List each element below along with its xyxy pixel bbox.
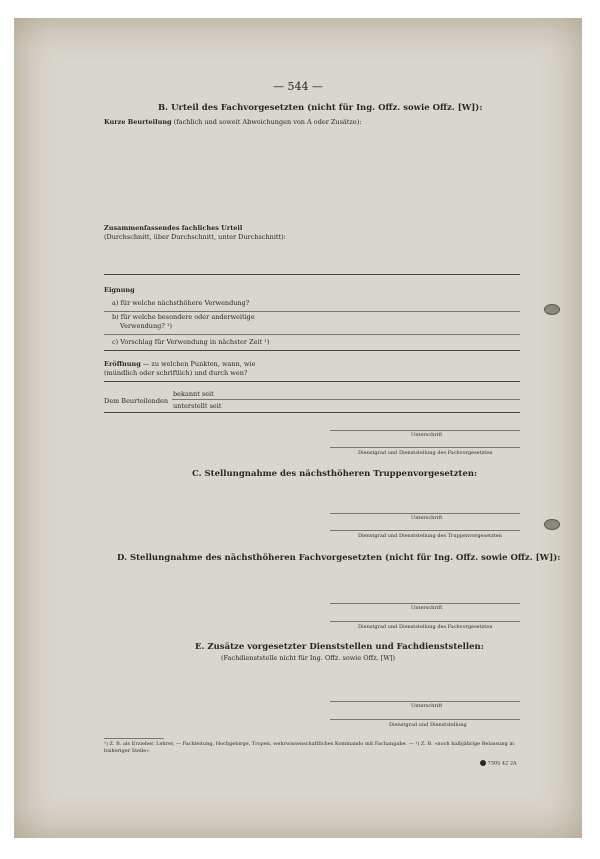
eignung-line-c — [104, 350, 520, 351]
eroeffnung-text: — zu welchen Punkten, wann, wie — [142, 360, 256, 368]
signature-label-d: Unterschrift — [411, 605, 443, 611]
rank-line-d — [330, 621, 520, 622]
short-assessment-row — [104, 118, 361, 126]
short-assessment-label: Kurze Beurteilung — [104, 118, 172, 126]
eignung-line-b — [104, 334, 520, 335]
eroeffnung-text2: (mündlich oder schriftlich) und durch wen? — [104, 369, 248, 377]
summary-line — [104, 274, 520, 275]
footnote: ¹) Z. B. als Erzieher, Lehrer, — Fachleitung, Hochgebirge, Tropen, wehrwissenschaftliches Kommando mit Fachangabe. — ¹) Z. B. »noch halbjährige Belassung in bisheriger Stelle«. — [104, 741, 515, 754]
summary-note: (Durchschnitt, über Durchschnitt, unter Durchschnitt): — [104, 233, 286, 241]
eignung-label: Eignung — [104, 286, 135, 294]
punch-hole-upper — [544, 304, 560, 315]
footnote-rule — [104, 738, 164, 739]
section-e-title: E. Zusätze vorgesetzter Dienststellen und Fachdienststellen: — [195, 642, 484, 652]
bekannt-line — [172, 399, 520, 400]
signature-label-b: Unterschrift — [411, 432, 443, 438]
eignung-item-b: b) für welche besondere oder anderweitige — [112, 313, 255, 321]
rank-line-b — [330, 447, 520, 448]
rank-label-d: Dienstgrad und Dienststellung des Fachvorgesetzten — [358, 624, 493, 630]
punch-hole-lower — [544, 519, 560, 530]
rank-label-c: Dienstgrad und Dienststellung des Truppenvorgesetzten — [358, 533, 502, 539]
rank-line-c — [330, 530, 520, 531]
eroeffnung-label: Eröffnung — [104, 360, 141, 368]
rank-label-b: Dienstgrad und Dienststellung des Fachvorgesetzten — [358, 450, 493, 456]
eroeffnung-line — [104, 381, 520, 382]
eignung-line-a — [104, 311, 520, 312]
eignung-item-a: a) für welche nächsthöhere Verwendung? — [112, 299, 250, 307]
section-e-subtitle: (Fachdienststelle nicht für Ing. Offz. sowie Offz. [W]) — [221, 654, 396, 662]
signature-line-c — [330, 513, 520, 514]
short-assessment-note: (fachlich und soweit Abweichungen von A oder Zusätze): — [173, 118, 362, 126]
form-number: 7305 42 2A — [487, 760, 517, 767]
signature-line-b — [330, 430, 520, 431]
signature-line-e — [330, 701, 520, 702]
section-b-title: B. Urteil des Fachvorgesetzten (nicht für Ing. Offz. sowie Offz. [W]): — [158, 103, 483, 113]
section-d-title: D. Stellungnahme des nächsthöheren Fachvorgesetzten (nicht für Ing. Offz. sowie Offz. [W]): — [117, 553, 561, 563]
rank-label-e: Dienstgrad und Dienststellung — [389, 722, 467, 728]
summary-label: Zusammenfassendes fachliches Urteil — [104, 224, 243, 232]
eignung-item-c: c) Vorschlag für Verwendung in nächster Zeit ¹) — [112, 338, 270, 346]
form-page — [14, 18, 582, 838]
bekannt-seit-label: bekannt seit — [173, 390, 214, 398]
eignung-item-b2: Verwendung? ¹) — [120, 322, 173, 330]
signature-label-c: Unterschrift — [411, 515, 443, 521]
rank-line-e — [330, 719, 520, 720]
unterstellt-seit-label: unterstellt seit — [173, 402, 222, 410]
page-number: — 544 — — [273, 80, 323, 93]
unterstellt-line — [104, 412, 520, 413]
form-number-row — [480, 760, 517, 767]
signature-label-e: Unterschrift — [411, 703, 443, 709]
dem-beurteilenden-label: Dem Beurteilenden — [104, 397, 169, 405]
signature-line-d — [330, 603, 520, 604]
eroeffnung-row — [104, 360, 255, 368]
section-c-title: C. Stellungnahme des nächsthöheren Truppenvorgesetzten: — [192, 469, 478, 479]
printer-mark-icon — [480, 760, 486, 766]
